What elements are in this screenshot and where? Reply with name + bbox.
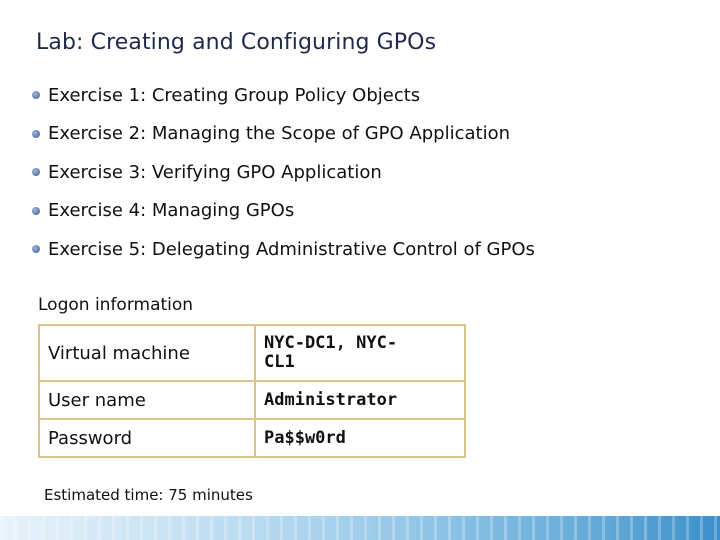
vm-line-2: CL1 [264, 352, 295, 372]
footer-band [0, 516, 720, 540]
estimated-time: Estimated time: 75 minutes [44, 486, 253, 504]
table-row [39, 325, 465, 381]
exercise-list [30, 76, 535, 269]
vm-line-1: NYC-DC1, NYC- [264, 333, 398, 353]
exercise-label: Exercise 5: Delegating Administrative Control of GPOs [48, 238, 535, 260]
row-key: User name [39, 381, 255, 419]
row-key: Password [39, 419, 255, 457]
exercise-label: Exercise 2: Managing the Scope of GPO Application [48, 123, 510, 145]
bullet-icon [32, 130, 40, 138]
row-value: Pa$$w0rd [255, 419, 465, 457]
bullet-icon [32, 91, 40, 99]
bullet-icon [32, 168, 40, 176]
exercise-label: Exercise 3: Verifying GPO Application [48, 161, 382, 183]
row-value: Administrator [255, 381, 465, 419]
table-row [39, 381, 465, 419]
table-row [39, 419, 465, 457]
logon-info-heading: Logon information [38, 295, 194, 315]
exercise-item [30, 115, 535, 154]
exercise-label: Exercise 4: Managing GPOs [48, 200, 295, 222]
logon-info-table [38, 324, 466, 458]
exercise-item [30, 230, 535, 269]
exercise-item [30, 76, 535, 115]
bullet-icon [32, 245, 40, 253]
row-value [255, 325, 465, 381]
row-key: Virtual machine [39, 325, 255, 381]
exercise-label: Exercise 1: Creating Group Policy Objects [48, 84, 421, 106]
bullet-icon [32, 207, 40, 215]
exercise-item [30, 192, 535, 231]
slide-title: Lab: Creating and Configuring GPOs [36, 30, 437, 55]
exercise-item [30, 153, 535, 192]
